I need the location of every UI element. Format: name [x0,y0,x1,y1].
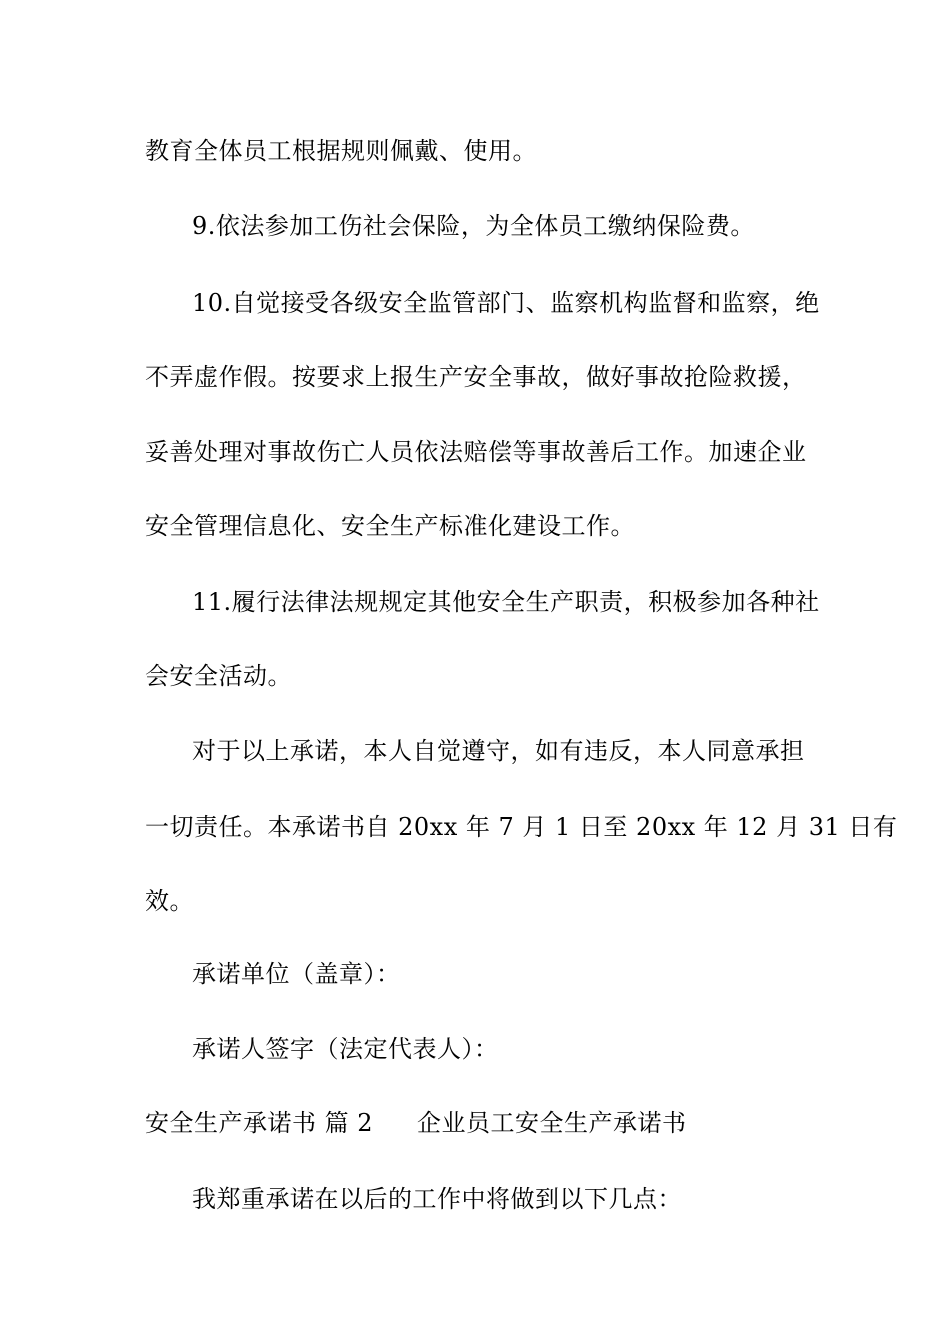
paragraph-line: 安全管理信息化、安全生产标准化建设工作。 [145,512,635,540]
paragraph-line: 妥善处理对事故伤亡人员依法赔偿等事故善后工作。加速企业 [145,438,807,466]
paragraph-line: 一切责任。本承诺书自 20xx 年 7 月 1 日至 20xx 年 12 月 31 日有 [145,813,898,841]
section-heading-title: 企业员工安全生产承诺书 [417,1109,687,1137]
paragraph-line: 9.依法参加工伤社会保险，为全体员工缴纳保险费。 [192,212,755,240]
paragraph-line: 10.自觉接受各级安全监管部门、监察机构监督和监察，绝 [192,289,820,317]
paragraph-line: 11.履行法律法规规定其他安全生产职责，积极参加各种社 [192,588,820,616]
paragraph-line: 会安全活动。 [145,662,292,690]
paragraph-line: 不弄虚作假。按要求上报生产安全事故，做好事故抢险救援， [145,363,807,391]
section-heading-label: 安全生产承诺书 篇 2 [145,1109,374,1137]
paragraph-line: 我郑重承诺在以后的工作中将做到以下几点： [192,1185,682,1213]
section-heading [145,1108,687,1138]
signature-person-line: 承诺人签字（法定代表人）： [192,1035,499,1063]
paragraph-line: 效。 [145,887,194,915]
paragraph-line: 对于以上承诺，本人自觉遵守，如有违反，本人同意承担 [192,737,805,765]
signature-unit-line: 承诺单位（盖章）： [192,960,401,988]
paragraph-line: 教育全体员工根据规则佩戴、使用。 [145,137,537,165]
